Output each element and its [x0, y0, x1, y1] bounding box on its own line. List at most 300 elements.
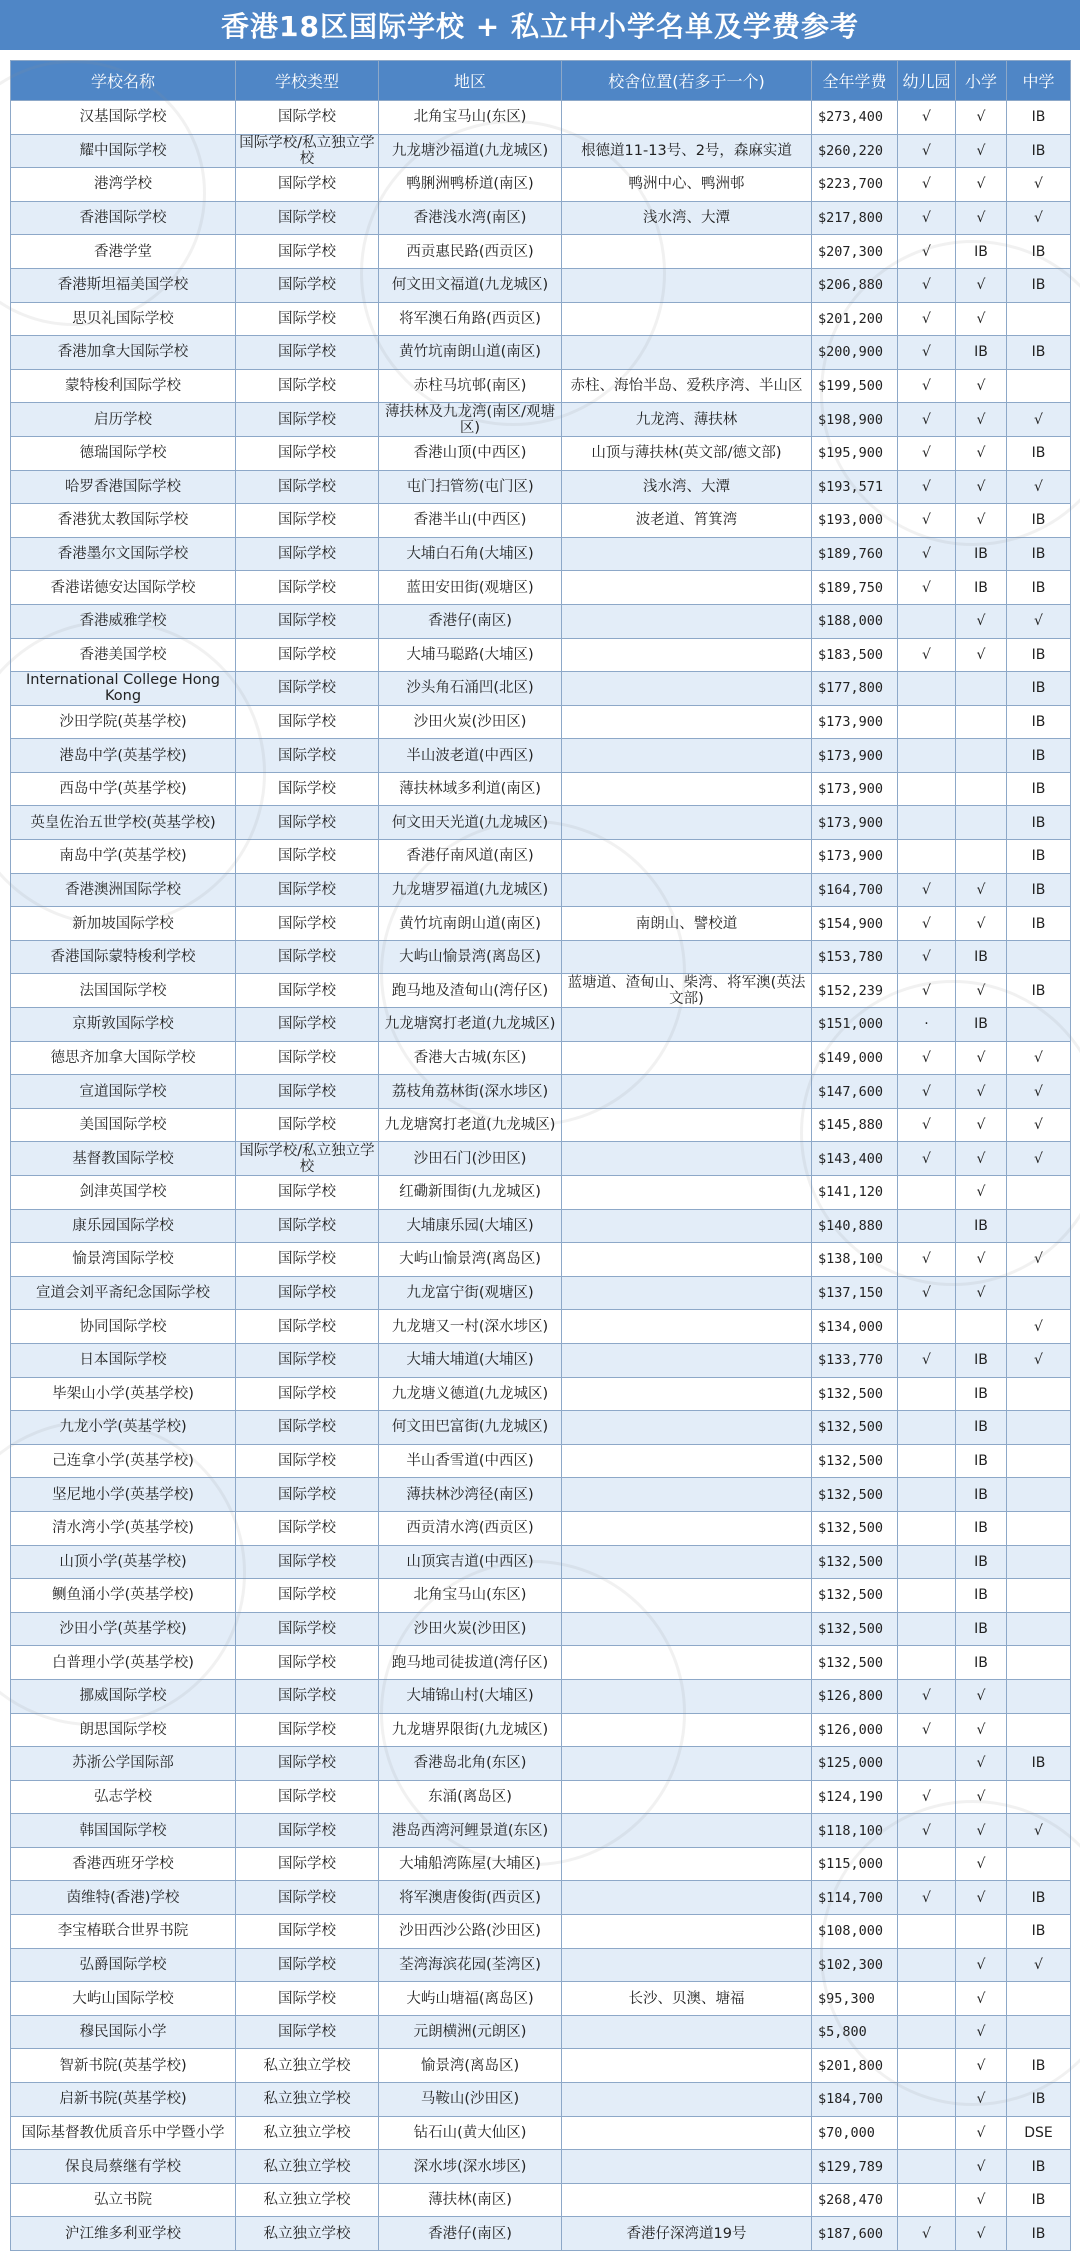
cell-secondary: IB: [1007, 974, 1071, 1008]
cell-annual-fee: $184,700: [812, 2083, 898, 2117]
cell-annual-fee: $132,500: [812, 1478, 898, 1512]
cell-district: 北角宝马山(东区): [379, 101, 562, 135]
cell-school-type: 国际学校: [236, 1176, 379, 1210]
table-row: [11, 873, 1071, 907]
cell-primary: √: [956, 369, 1007, 403]
cell-school-name: 香港墨尔文国际学校: [11, 537, 236, 571]
cell-school-name: 美国国际学校: [11, 1108, 236, 1142]
cell-primary: √: [956, 403, 1007, 437]
cell-school-type: 国际学校: [236, 268, 379, 302]
cell-campus: [562, 1881, 812, 1915]
page-title: 香港18区国际学校 + 私立中小学名单及学费参考: [0, 0, 1080, 50]
cell-school-type: 国际学校: [236, 840, 379, 874]
cell-kindergarten: √: [898, 1276, 956, 1310]
cell-school-name: 朗思国际学校: [11, 1713, 236, 1747]
cell-annual-fee: $138,100: [812, 1243, 898, 1277]
cell-school-name: 香港斯坦福美国学校: [11, 268, 236, 302]
cell-school-name: 南岛中学(英基学校): [11, 840, 236, 874]
cell-school-type: 国际学校: [236, 672, 379, 706]
cell-annual-fee: $164,700: [812, 873, 898, 907]
cell-annual-fee: $141,120: [812, 1176, 898, 1210]
cell-school-type: 私立独立学校: [236, 2083, 379, 2117]
cell-primary: √: [956, 2049, 1007, 2083]
cell-primary: IB: [956, 1579, 1007, 1613]
cell-school-name: 香港国际蒙特梭利学校: [11, 940, 236, 974]
cell-secondary: IB: [1007, 2183, 1071, 2217]
cell-kindergarten: √: [898, 1780, 956, 1814]
cell-annual-fee: $223,700: [812, 168, 898, 202]
cell-secondary: [1007, 302, 1071, 336]
cell-school-type: 国际学校: [236, 1041, 379, 1075]
cell-campus: [562, 1612, 812, 1646]
table-row: [11, 1411, 1071, 1445]
cell-school-type: 国际学校: [236, 1948, 379, 1982]
cell-secondary: IB: [1007, 1747, 1071, 1781]
cell-campus: 长沙、贝澳、塘福: [562, 1982, 812, 2016]
cell-district: 九龙塘窝打老道(九龙城区): [379, 1008, 562, 1042]
cell-school-type: 国际学校: [236, 101, 379, 135]
cell-campus: [562, 940, 812, 974]
cell-school-name: 法国国际学校: [11, 974, 236, 1008]
cell-school-type: 国际学校: [236, 1646, 379, 1680]
cell-campus: [562, 739, 812, 773]
cell-school-name: 国际基督教优质音乐中学暨小学: [11, 2116, 236, 2150]
cell-secondary: IB: [1007, 806, 1071, 840]
cell-school-type: 国际学校: [236, 470, 379, 504]
cell-school-type: 国际学校: [236, 1008, 379, 1042]
cell-primary: √: [956, 1747, 1007, 1781]
cell-district: 香港岛北角(东区): [379, 1747, 562, 1781]
cell-campus: [562, 1444, 812, 1478]
cell-campus: [562, 1579, 812, 1613]
cell-primary: √: [956, 1176, 1007, 1210]
cell-campus: [562, 638, 812, 672]
cell-annual-fee: $187,600: [812, 2217, 898, 2251]
cell-campus: [562, 1176, 812, 1210]
cell-kindergarten: √: [898, 974, 956, 1008]
cell-campus: [562, 1209, 812, 1243]
cell-primary: √: [956, 1814, 1007, 1848]
cell-campus: [562, 1142, 812, 1176]
cell-primary: IB: [956, 1008, 1007, 1042]
cell-school-name: 挪威国际学校: [11, 1679, 236, 1713]
cell-school-type: 国际学校: [236, 1377, 379, 1411]
cell-secondary: [1007, 1679, 1071, 1713]
cell-secondary: IB: [1007, 672, 1071, 706]
cell-district: 山顶宾吉道(中西区): [379, 1545, 562, 1579]
cell-campus: 蓝塘道、渣甸山、柴湾、将军澳(英法文部): [562, 974, 812, 1008]
cell-district: 鸭脷洲鸭桥道(南区): [379, 168, 562, 202]
cell-secondary: [1007, 1646, 1071, 1680]
cell-annual-fee: $195,900: [812, 436, 898, 470]
cell-campus: 鸭洲中心、鸭洲邨: [562, 168, 812, 202]
cell-school-type: 国际学校: [236, 873, 379, 907]
cell-secondary: [1007, 1545, 1071, 1579]
cell-secondary: [1007, 1511, 1071, 1545]
cell-school-name: 英皇佐治五世学校(英基学校): [11, 806, 236, 840]
cell-school-name: 剑津英国学校: [11, 1176, 236, 1210]
cell-primary: √: [956, 504, 1007, 538]
cell-kindergarten: √: [898, 403, 956, 437]
cell-school-name: 协同国际学校: [11, 1310, 236, 1344]
cell-school-name: 沙田学院(英基学校): [11, 705, 236, 739]
cell-district: 沙田火炭(沙田区): [379, 1612, 562, 1646]
cell-annual-fee: $132,500: [812, 1646, 898, 1680]
cell-kindergarten: √: [898, 504, 956, 538]
cell-annual-fee: $193,571: [812, 470, 898, 504]
table-row: [11, 2183, 1071, 2217]
cell-school-type: 国际学校: [236, 436, 379, 470]
cell-school-type: 国际学校: [236, 1343, 379, 1377]
cell-primary: √: [956, 2083, 1007, 2117]
cell-district: 跑马地司徒拔道(湾仔区): [379, 1646, 562, 1680]
cell-school-type: 国际学校: [236, 604, 379, 638]
table-row: [11, 907, 1071, 941]
table-row: [11, 705, 1071, 739]
cell-annual-fee: $153,780: [812, 940, 898, 974]
cell-primary: √: [956, 1713, 1007, 1747]
cell-school-name: 香港澳洲国际学校: [11, 873, 236, 907]
table-row: [11, 1108, 1071, 1142]
table-row: [11, 2015, 1071, 2049]
cell-primary: IB: [956, 336, 1007, 370]
cell-annual-fee: $206,880: [812, 268, 898, 302]
cell-annual-fee: $200,900: [812, 336, 898, 370]
cell-district: 九龙富宁街(观塘区): [379, 1276, 562, 1310]
header-school-type: 学校类型: [236, 61, 379, 101]
table-row: [11, 2150, 1071, 2184]
cell-secondary: IB: [1007, 235, 1071, 269]
cell-school-type: 国际学校: [236, 369, 379, 403]
cell-primary: IB: [956, 1478, 1007, 1512]
cell-primary: √: [956, 638, 1007, 672]
cell-secondary: √: [1007, 1243, 1071, 1277]
cell-kindergarten: √: [898, 1679, 956, 1713]
cell-annual-fee: $201,800: [812, 2049, 898, 2083]
cell-annual-fee: $147,600: [812, 1075, 898, 1109]
cell-school-name: 己连拿小学(英基学校): [11, 1444, 236, 1478]
cell-kindergarten: [898, 1847, 956, 1881]
table-row: [11, 1881, 1071, 1915]
cell-primary: IB: [956, 1444, 1007, 1478]
cell-district: 荃湾海滨花园(荃湾区): [379, 1948, 562, 1982]
table-body: [11, 101, 1071, 2251]
table-row: [11, 1982, 1071, 2016]
cell-campus: [562, 806, 812, 840]
cell-annual-fee: $133,770: [812, 1343, 898, 1377]
cell-campus: 香港仔深湾道19号: [562, 2217, 812, 2251]
cell-district: 香港半山(中西区): [379, 504, 562, 538]
cell-school-name: 智新书院(英基学校): [11, 2049, 236, 2083]
cell-kindergarten: √: [898, 1713, 956, 1747]
cell-secondary: IB: [1007, 907, 1071, 941]
table-row: [11, 268, 1071, 302]
cell-district: 赤柱马坑邨(南区): [379, 369, 562, 403]
cell-kindergarten: [898, 806, 956, 840]
cell-primary: √: [956, 436, 1007, 470]
cell-district: 大埔白石角(大埔区): [379, 537, 562, 571]
cell-secondary: [1007, 1276, 1071, 1310]
cell-school-name: 弘立书院: [11, 2183, 236, 2217]
cell-district: 半山波老道(中西区): [379, 739, 562, 773]
cell-kindergarten: [898, 772, 956, 806]
cell-school-type: 国际学校: [236, 1881, 379, 1915]
cell-school-name: 新加坡国际学校: [11, 907, 236, 941]
cell-primary: √: [956, 302, 1007, 336]
cell-school-name: 香港加拿大国际学校: [11, 336, 236, 370]
cell-secondary: IB: [1007, 268, 1071, 302]
cell-primary: IB: [956, 571, 1007, 605]
cell-school-name: 九龙小学(英基学校): [11, 1411, 236, 1445]
cell-school-name: 港岛中学(英基学校): [11, 739, 236, 773]
cell-school-type: 国际学校: [236, 907, 379, 941]
cell-school-name: 李宝椿联合世界书院: [11, 1915, 236, 1949]
cell-kindergarten: [898, 1511, 956, 1545]
cell-school-name: 韩国国际学校: [11, 1814, 236, 1848]
cell-secondary: [1007, 940, 1071, 974]
cell-school-name: 苏浙公学国际部: [11, 1747, 236, 1781]
cell-school-name: 清水湾小学(英基学校): [11, 1511, 236, 1545]
cell-school-type: 国际学校: [236, 1747, 379, 1781]
cell-annual-fee: $132,500: [812, 1511, 898, 1545]
header-primary: 小学: [956, 61, 1007, 101]
cell-primary: √: [956, 974, 1007, 1008]
cell-school-type: 国际学校: [236, 1847, 379, 1881]
cell-annual-fee: $260,220: [812, 134, 898, 168]
cell-kindergarten: [898, 705, 956, 739]
cell-school-name: 保良局蔡继有学校: [11, 2150, 236, 2184]
cell-secondary: [1007, 1612, 1071, 1646]
cell-kindergarten: [898, 1176, 956, 1210]
cell-secondary: [1007, 1209, 1071, 1243]
cell-campus: 赤柱、海怡半岛、爱秩序湾、半山区: [562, 369, 812, 403]
cell-primary: √: [956, 101, 1007, 135]
cell-district: 大埔大埔道(大埔区): [379, 1343, 562, 1377]
cell-annual-fee: $268,470: [812, 2183, 898, 2217]
cell-district: 黄竹坑南朗山道(南区): [379, 907, 562, 941]
cell-district: 大埔锦山村(大埔区): [379, 1679, 562, 1713]
cell-kindergarten: √: [898, 1041, 956, 1075]
school-fee-table: [10, 60, 1071, 2251]
cell-campus: [562, 1075, 812, 1109]
cell-school-name: 香港犹太教国际学校: [11, 504, 236, 538]
cell-primary: √: [956, 1108, 1007, 1142]
cell-kindergarten: √: [898, 638, 956, 672]
cell-school-type: 国际学校: [236, 1478, 379, 1512]
cell-primary: √: [956, 1982, 1007, 2016]
table-row: [11, 504, 1071, 538]
cell-kindergarten: [898, 2150, 956, 2184]
cell-district: 何文田巴富街(九龙城区): [379, 1411, 562, 1445]
table-row: [11, 537, 1071, 571]
cell-school-type: 国际学校: [236, 302, 379, 336]
cell-district: 大屿山愉景湾(离岛区): [379, 1243, 562, 1277]
cell-secondary: IB: [1007, 2150, 1071, 2184]
cell-district: 荔枝角荔林街(深水埗区): [379, 1075, 562, 1109]
cell-district: 大屿山愉景湾(离岛区): [379, 940, 562, 974]
table-row: [11, 1478, 1071, 1512]
cell-primary: √: [956, 268, 1007, 302]
cell-secondary: IB: [1007, 336, 1071, 370]
cell-kindergarten: √: [898, 1108, 956, 1142]
cell-kindergarten: [898, 2015, 956, 2049]
table-row: [11, 1276, 1071, 1310]
cell-primary: √: [956, 201, 1007, 235]
cell-annual-fee: $115,000: [812, 1847, 898, 1881]
table-row: [11, 2217, 1071, 2251]
cell-secondary: [1007, 1176, 1071, 1210]
cell-annual-fee: $108,000: [812, 1915, 898, 1949]
cell-school-type: 国际学校: [236, 1612, 379, 1646]
cell-secondary: √: [1007, 201, 1071, 235]
cell-kindergarten: [898, 1478, 956, 1512]
cell-primary: √: [956, 1142, 1007, 1176]
cell-kindergarten: √: [898, 1075, 956, 1109]
table-row: [11, 369, 1071, 403]
header-secondary: 中学: [1007, 61, 1071, 101]
cell-secondary: IB: [1007, 1915, 1071, 1949]
cell-kindergarten: √: [898, 571, 956, 605]
cell-school-type: 国际学校: [236, 705, 379, 739]
cell-annual-fee: $199,500: [812, 369, 898, 403]
cell-primary: √: [956, 873, 1007, 907]
cell-campus: [562, 1276, 812, 1310]
cell-annual-fee: $145,880: [812, 1108, 898, 1142]
cell-kindergarten: ·: [898, 1008, 956, 1042]
cell-primary: IB: [956, 1612, 1007, 1646]
cell-school-type: 国际学校: [236, 504, 379, 538]
cell-district: 九龙塘界限街(九龙城区): [379, 1713, 562, 1747]
cell-district: 跑马地及渣甸山(湾仔区): [379, 974, 562, 1008]
cell-primary: IB: [956, 235, 1007, 269]
cell-school-type: 国际学校: [236, 1915, 379, 1949]
cell-school-name: 香港西班牙学校: [11, 1847, 236, 1881]
cell-annual-fee: $124,190: [812, 1780, 898, 1814]
cell-annual-fee: $188,000: [812, 604, 898, 638]
table-row: [11, 1444, 1071, 1478]
cell-kindergarten: √: [898, 1881, 956, 1915]
cell-school-type: 国际学校: [236, 1579, 379, 1613]
cell-campus: 根德道11-13号、2号，森麻实道: [562, 134, 812, 168]
table-row: [11, 1377, 1071, 1411]
cell-district: 西贡清水湾(西贡区): [379, 1511, 562, 1545]
cell-district: 沙田西沙公路(沙田区): [379, 1915, 562, 1949]
cell-kindergarten: √: [898, 168, 956, 202]
cell-school-type: 国际学校: [236, 772, 379, 806]
cell-campus: [562, 840, 812, 874]
cell-annual-fee: $132,500: [812, 1579, 898, 1613]
cell-annual-fee: $154,900: [812, 907, 898, 941]
cell-district: 黄竹坑南朗山道(南区): [379, 336, 562, 370]
cell-campus: [562, 268, 812, 302]
cell-school-type: 国际学校: [236, 1713, 379, 1747]
table-row: [11, 2116, 1071, 2150]
cell-kindergarten: [898, 1948, 956, 1982]
cell-campus: [562, 1747, 812, 1781]
cell-campus: [562, 2015, 812, 2049]
cell-primary: √: [956, 2015, 1007, 2049]
cell-campus: [562, 2150, 812, 2184]
table-row: [11, 1612, 1071, 1646]
cell-primary: √: [956, 1276, 1007, 1310]
cell-district: 半山香雪道(中西区): [379, 1444, 562, 1478]
cell-annual-fee: $125,000: [812, 1747, 898, 1781]
cell-district: 沙田石门(沙田区): [379, 1142, 562, 1176]
table-row: [11, 101, 1071, 135]
cell-school-name: 汉基国际学校: [11, 101, 236, 135]
cell-primary: √: [956, 2217, 1007, 2251]
cell-campus: [562, 1377, 812, 1411]
cell-district: 钻石山(黄大仙区): [379, 2116, 562, 2150]
cell-secondary: IB: [1007, 436, 1071, 470]
cell-secondary: √: [1007, 1948, 1071, 1982]
cell-school-type: 国际学校/私立独立学校: [236, 134, 379, 168]
table-row: [11, 1847, 1071, 1881]
cell-district: 将军澳唐俊街(西贡区): [379, 1881, 562, 1915]
cell-secondary: IB: [1007, 134, 1071, 168]
cell-kindergarten: √: [898, 2217, 956, 2251]
cell-school-name: 德瑞国际学校: [11, 436, 236, 470]
cell-school-type: 国际学校: [236, 1243, 379, 1277]
cell-annual-fee: $173,900: [812, 739, 898, 773]
cell-kindergarten: [898, 2116, 956, 2150]
cell-annual-fee: $189,750: [812, 571, 898, 605]
table-row: [11, 1646, 1071, 1680]
cell-secondary: √: [1007, 1343, 1071, 1377]
cell-kindergarten: √: [898, 537, 956, 571]
cell-secondary: IB: [1007, 873, 1071, 907]
cell-primary: IB: [956, 537, 1007, 571]
cell-primary: √: [956, 1780, 1007, 1814]
cell-kindergarten: [898, 1310, 956, 1344]
cell-district: 大屿山塘福(离岛区): [379, 1982, 562, 2016]
cell-kindergarten: √: [898, 302, 956, 336]
cell-district: 薄扶林及九龙湾(南区/观塘区): [379, 403, 562, 437]
cell-kindergarten: √: [898, 134, 956, 168]
table-row: [11, 1915, 1071, 1949]
cell-district: 蓝田安田街(观塘区): [379, 571, 562, 605]
cell-school-type: 国际学校: [236, 403, 379, 437]
table-row: [11, 1814, 1071, 1848]
cell-annual-fee: $132,500: [812, 1444, 898, 1478]
cell-district: 九龙塘又一村(深水埗区): [379, 1310, 562, 1344]
cell-annual-fee: $95,300: [812, 1982, 898, 2016]
cell-secondary: √: [1007, 1108, 1071, 1142]
cell-school-type: 国际学校: [236, 1276, 379, 1310]
cell-campus: 山顶与薄扶林(英文部/德文部): [562, 436, 812, 470]
cell-annual-fee: $140,880: [812, 1209, 898, 1243]
cell-school-type: 国际学校: [236, 1814, 379, 1848]
cell-primary: [956, 772, 1007, 806]
cell-school-type: 国际学校: [236, 1108, 379, 1142]
cell-primary: √: [956, 1847, 1007, 1881]
cell-primary: √: [956, 2183, 1007, 2217]
cell-secondary: IB: [1007, 2083, 1071, 2117]
cell-annual-fee: $198,900: [812, 403, 898, 437]
cell-school-type: 国际学校: [236, 235, 379, 269]
cell-kindergarten: [898, 739, 956, 773]
cell-school-type: 国际学校: [236, 806, 379, 840]
cell-annual-fee: $143,400: [812, 1142, 898, 1176]
cell-secondary: [1007, 1008, 1071, 1042]
cell-secondary: [1007, 1780, 1071, 1814]
cell-campus: 浅水湾、大潭: [562, 470, 812, 504]
cell-secondary: √: [1007, 403, 1071, 437]
cell-school-name: 港湾学校: [11, 168, 236, 202]
cell-campus: [562, 302, 812, 336]
cell-school-type: 国际学校: [236, 638, 379, 672]
table-row: [11, 1243, 1071, 1277]
